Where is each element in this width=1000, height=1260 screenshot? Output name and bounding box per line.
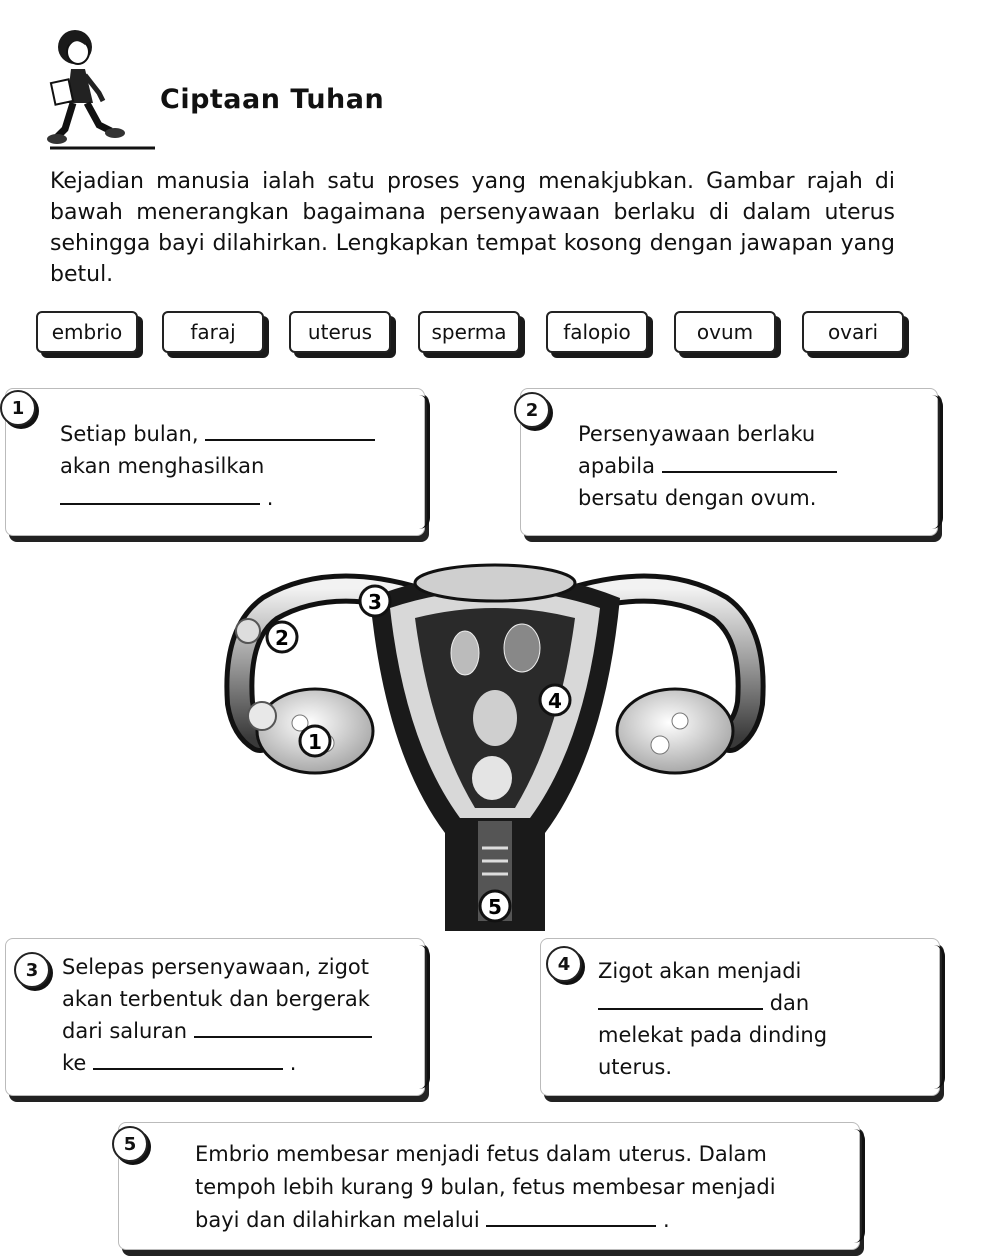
question-3-text (62, 951, 372, 1079)
word-bank-item[interactable]: sperma (418, 311, 520, 353)
q2-text-line1: Persenyawaan berlaku (578, 422, 816, 446)
svg-text:1: 1 (308, 730, 322, 754)
question-number-2: 2 (514, 392, 550, 428)
q1-text-line2: akan menghasilkan (60, 454, 265, 478)
q2-text-line2: apabila (578, 454, 655, 478)
word-bank-item[interactable]: ovari (802, 311, 904, 353)
q4-text-line2: dan (769, 991, 810, 1015)
answer-blank-5[interactable] (486, 1205, 656, 1227)
diagram-label-5 (480, 891, 510, 921)
question-5-text (195, 1138, 776, 1237)
question-4-text (598, 955, 827, 1083)
word-bank-item[interactable]: falopio (546, 311, 648, 353)
answer-blank-1a[interactable] (205, 419, 375, 441)
diagram-label-2 (267, 622, 297, 652)
svg-text:3: 3 (368, 590, 382, 614)
question-number-3: 3 (14, 952, 50, 988)
q3-text-line1: Selepas persenyawaan, zigot (62, 955, 370, 979)
svg-text:2: 2 (275, 626, 289, 650)
question-number-1: 1 (0, 390, 36, 426)
question-number-4: 4 (546, 946, 582, 982)
question-number-5: 5 (112, 1126, 148, 1162)
walking-boy-icon (45, 25, 165, 155)
q3-text-line4: ke (62, 1051, 87, 1075)
answer-blank-3a[interactable] (194, 1016, 372, 1038)
q4-text-line4: uterus. (598, 1055, 673, 1079)
svg-text:5: 5 (488, 895, 502, 919)
question-2-text (578, 418, 837, 514)
q5-text-line3: bayi dan dilahirkan melalui (195, 1208, 480, 1232)
word-bank-item[interactable]: uterus (289, 311, 391, 353)
uterus-diagram (210, 553, 780, 943)
q3-text-end: . (289, 1051, 297, 1075)
word-bank-item[interactable]: ovum (674, 311, 776, 353)
q4-text-line1: Zigot akan menjadi (598, 959, 802, 983)
q3-text-line2: akan terbentuk dan bergerak (62, 987, 370, 1011)
q5-text-line2: tempoh lebih kurang 9 bulan, fetus membesar menjadi (195, 1175, 776, 1199)
answer-blank-4[interactable] (598, 988, 763, 1010)
q5-text-end: . (663, 1208, 670, 1232)
answer-blank-3b[interactable] (93, 1048, 283, 1070)
worksheet-title: Ciptaan Tuhan (160, 84, 385, 115)
diagram-label-4 (540, 685, 570, 715)
word-bank-item[interactable]: embrio (36, 311, 138, 353)
q2-text-line3: bersatu dengan ovum. (578, 486, 817, 510)
q1-text-line1: Setiap bulan, (60, 422, 199, 446)
intro-paragraph: Kejadian manusia ialah satu proses yang menakjubkan. Gambar rajah di bawah menerangkan bagaimana persenyawaan berlaku di dalam uterus sehingga bayi dilahirkan. Lengkapkan tempat kosong dengan jawapan yang betul. (50, 169, 895, 287)
svg-text:4: 4 (548, 689, 562, 713)
word-bank-item[interactable]: faraj (162, 311, 264, 353)
q3-text-line3: dari saluran (62, 1019, 188, 1043)
q1-text-end: . (266, 486, 274, 510)
diagram-label-3 (360, 586, 390, 616)
q5-text-line1: Embrio membesar menjadi fetus dalam uterus. Dalam (195, 1142, 767, 1166)
answer-blank-2[interactable] (662, 451, 837, 473)
q4-text-line3: melekat pada dinding (598, 1023, 828, 1047)
answer-blank-1b[interactable] (60, 483, 260, 505)
question-1-text (60, 418, 375, 514)
diagram-label-1 (300, 726, 330, 756)
